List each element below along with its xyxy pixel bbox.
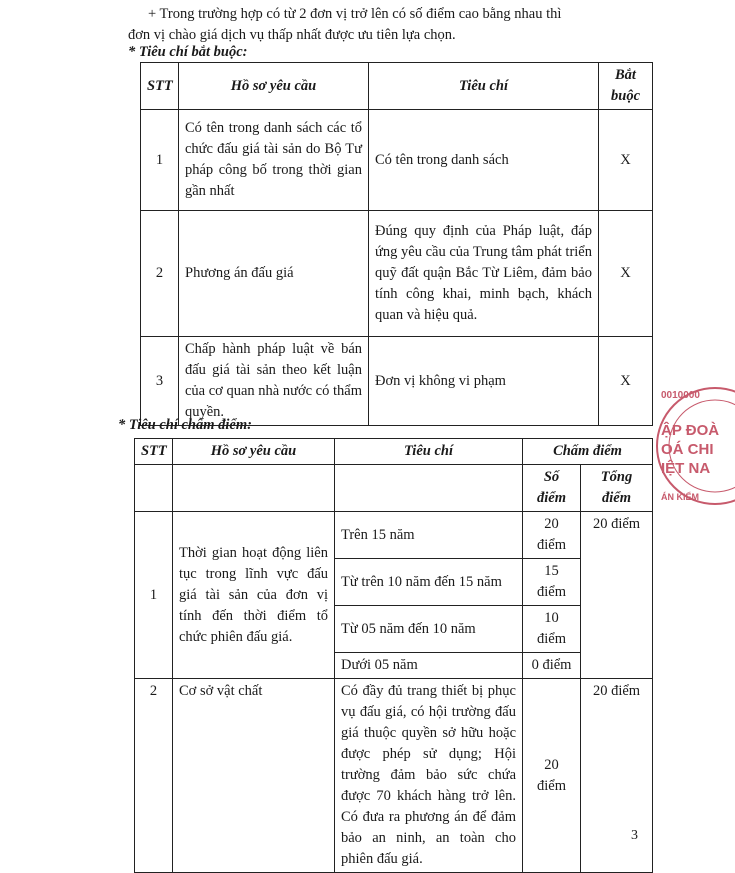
stamp-line-1: 0010000 [661,390,700,401]
col-mandatory: Bắt buộc [599,63,653,110]
row-stt: 3 [141,337,179,426]
col-stt: STT [141,63,179,110]
row-stt: 2 [141,211,179,337]
row-stt: 2 [135,679,173,873]
col-scoring: Chấm điểm [523,439,653,465]
row-mark: X [599,211,653,337]
col-requirement: Hồ sơ yêu cầu [179,63,369,110]
row-mark: X [599,337,653,426]
col-stt: STT [135,439,173,465]
section-mandatory-title: * Tiêu chí bắt buộc: [128,44,248,60]
table-header-row [141,63,653,110]
criteria-points: 10 điểm [523,606,581,653]
col-requirement: Hồ sơ yêu cầu [173,439,335,465]
criteria-item: Từ trên 10 năm đến 15 năm [335,559,523,606]
intro-line-1: + Trong trường hợp có từ 2 đơn vị trở lên có số điểm cao bằng nhau thì [148,6,562,22]
col-criteria: Tiêu chí [335,439,523,465]
criteria-points: 20 điểm [523,512,581,559]
criteria-points: 15 điểm [523,559,581,606]
mandatory-criteria-table [140,62,653,426]
empty-cell [173,465,335,512]
col-points: Số điểm [523,465,581,512]
criteria-item: Dưới 05 năm [335,653,523,679]
row-total: 20 điểm [581,512,653,679]
col-total: Tổng điểm [581,465,653,512]
table-subheader-row [135,465,653,512]
table-row [141,211,653,337]
row-stt: 1 [135,512,173,679]
row-criteria: Đúng quy định của Pháp luật, đáp ứng yêu cầu của Trung tâm phát triển quỹ đất quận Bắc Từ Liêm, đảm bảo tính công khai, minh bạch, khách quan và hiệu quả. [369,211,599,337]
intro-paragraph [128,4,648,46]
table-row [135,512,653,559]
col-criteria: Tiêu chí [369,63,599,110]
stamp-line-4: IỆT NA [661,460,711,477]
row-requirement: Phương án đấu giá [179,211,369,337]
empty-cell [135,465,173,512]
empty-cell [335,465,523,512]
row-requirement: Thời gian hoạt động liên tục trong lĩnh vực đấu giá tài sản của đơn vị tính đến thời điểm tổ chức phiên đấu giá. [173,512,335,679]
row-requirement: Có tên trong danh sách các tổ chức đấu giá tài sản do Bộ Tư pháp công bố trong thời gian gần nhất [179,110,369,211]
table-row [141,337,653,426]
stamp-line-2: ẬP ĐOÀ [661,422,720,439]
intro-line-2: đơn vị chào giá dịch vụ thấp nhất được ưu tiên lựa chọn. [128,27,456,43]
table-row [141,110,653,211]
row-criteria: Đơn vị không vi phạm [369,337,599,426]
stamp-line-5: ÁN KIỂM [661,492,699,502]
criteria-item: Trên 15 năm [335,512,523,559]
stamp-line-3: OÁ CHI [661,441,714,458]
table-header-row [135,439,653,465]
criteria-item: Từ 05 năm đến 10 năm [335,606,523,653]
row-requirement: Chấp hành pháp luật về bán đấu giá tài sản theo kết luận của cơ quan nhà nước có thẩm quyền. [179,337,369,426]
row-stt: 1 [141,110,179,211]
row-mark: X [599,110,653,211]
row-requirement: Cơ sở vật chất [173,679,335,873]
red-stamp-seal [655,380,735,520]
row-points: 20 điểm [523,679,581,873]
table-row [135,679,653,873]
section-scoring-title: * Tiêu chí chấm điểm: [118,417,252,433]
criteria-points: 0 điểm [523,653,581,679]
scoring-criteria-table [134,438,653,873]
row-criteria: Có tên trong danh sách [369,110,599,211]
row-total: 20 điểm [581,679,653,873]
page-number: 3 [631,828,638,843]
row-criteria: Có đầy đủ trang thiết bị phục vụ đấu giá, có hội trường đấu giá thuộc quyền sở hữu hoặc được phép sử dụng; Hội trường đảm bảo sức chứa được 70 khách hàng trở lên. Có đưa ra phương án để đảm bảo an ninh, an toàn cho phiên đấu giá. [335,679,523,873]
